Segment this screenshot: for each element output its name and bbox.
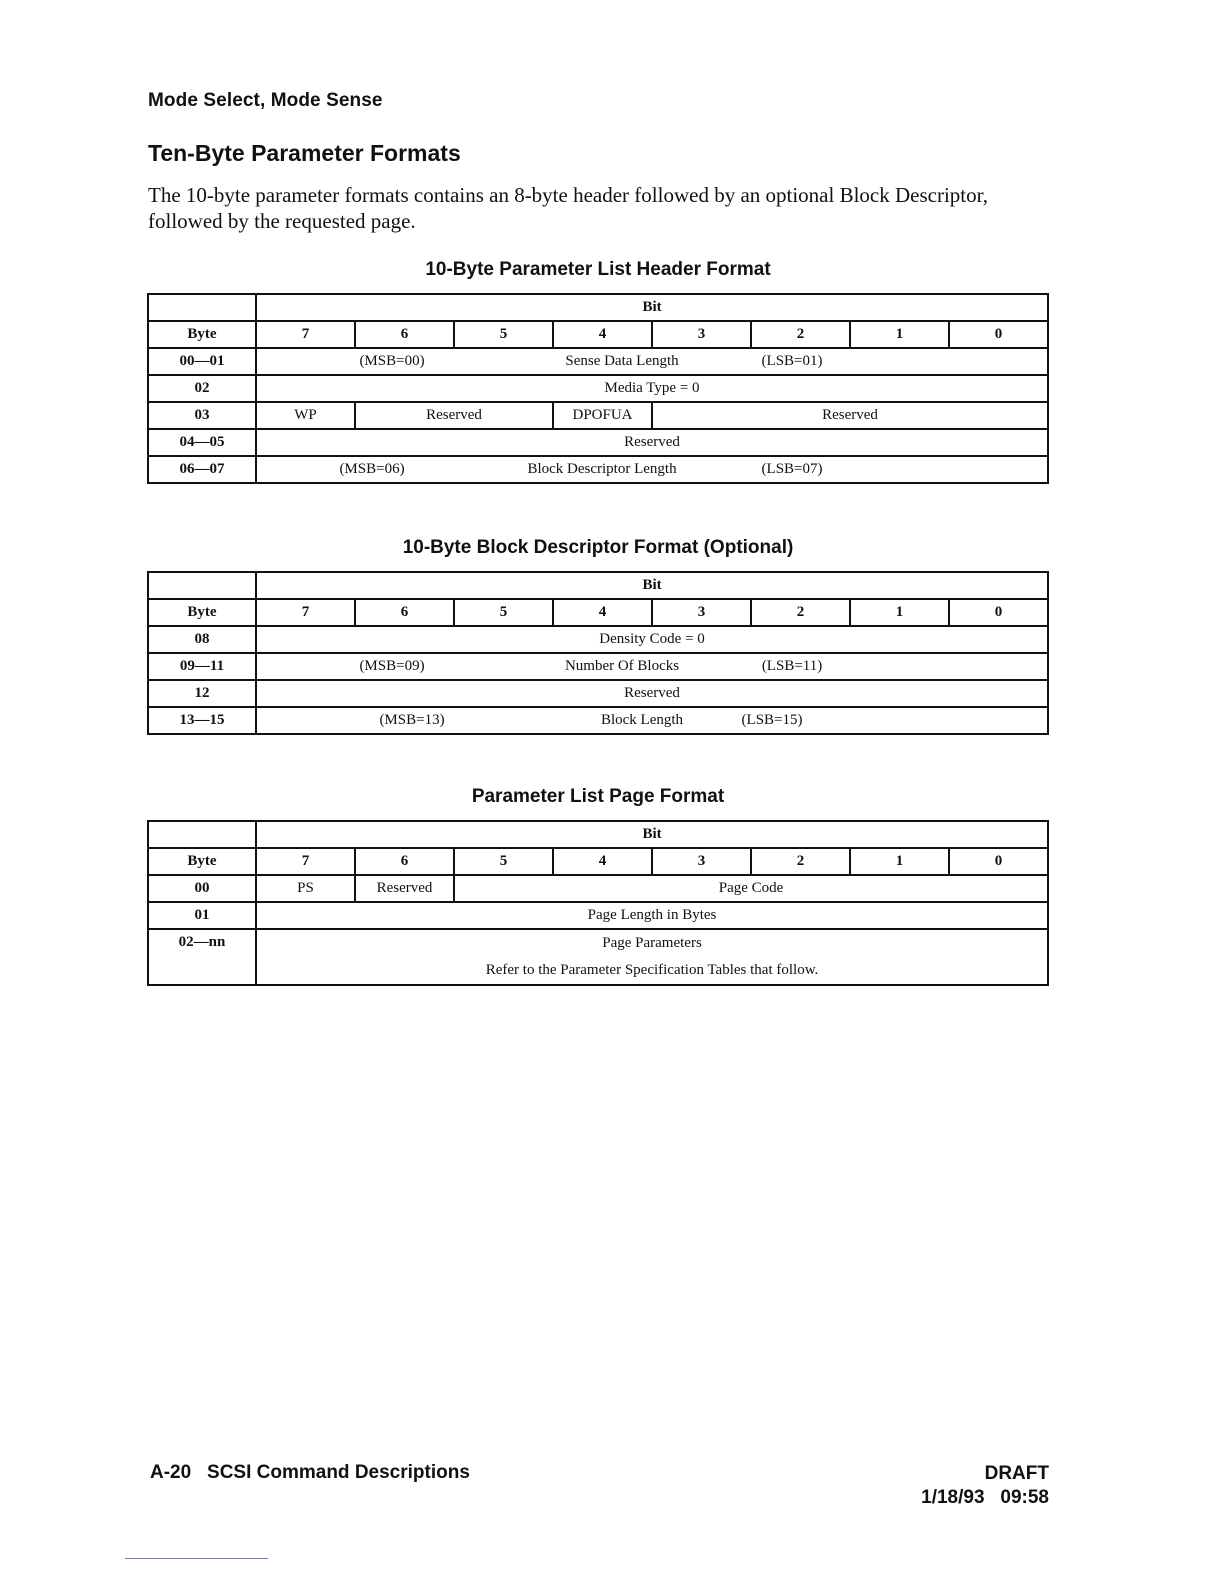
table-row bbox=[148, 653, 1048, 680]
bit-7: 7 bbox=[256, 599, 355, 626]
wp-cell: WP bbox=[256, 402, 355, 429]
byte-label: Byte bbox=[148, 848, 256, 875]
bit-3: 3 bbox=[652, 848, 751, 875]
scan-artifact-line bbox=[125, 1558, 268, 1559]
bit-3: 3 bbox=[652, 599, 751, 626]
table-row bbox=[148, 402, 1048, 429]
bit-1: 1 bbox=[850, 321, 949, 348]
field-cell: Reserved bbox=[256, 680, 1048, 707]
dpofua-cell: DPOFUA bbox=[553, 402, 652, 429]
byte-cell: 00 bbox=[148, 875, 256, 902]
draft-time: 09:58 bbox=[1000, 1487, 1049, 1508]
field-name: Number Of Blocks bbox=[564, 658, 680, 674]
bit-number-row bbox=[148, 599, 1048, 626]
corner-cell bbox=[148, 294, 256, 321]
lsb-label: (LSB=07) bbox=[761, 461, 823, 477]
byte-cell: 09—11 bbox=[148, 653, 256, 680]
footer-page-label: A-20 SCSI Command Descriptions bbox=[150, 1462, 470, 1483]
header-table-title: 10-Byte Parameter List Header Format bbox=[425, 259, 771, 280]
bit-7: 7 bbox=[256, 321, 355, 348]
bit-0: 0 bbox=[949, 321, 1048, 348]
msb-label: (MSB=13) bbox=[379, 712, 445, 728]
field-cell bbox=[256, 456, 1048, 483]
byte-label: Byte bbox=[148, 321, 256, 348]
reserved-cell: Reserved bbox=[652, 402, 1048, 429]
byte-cell: 04—05 bbox=[148, 429, 256, 456]
bit-header-row bbox=[148, 572, 1048, 599]
byte-label: Byte bbox=[148, 599, 256, 626]
bit-2: 2 bbox=[751, 848, 850, 875]
table-row bbox=[148, 929, 1048, 985]
draft-label: DRAFT bbox=[984, 1463, 1049, 1484]
bit-5: 5 bbox=[454, 848, 553, 875]
field-cell bbox=[256, 653, 1048, 680]
page-table-title: Parameter List Page Format bbox=[471, 786, 725, 807]
bit-1: 1 bbox=[850, 599, 949, 626]
block-table-title: 10-Byte Block Descriptor Format (Optional) bbox=[402, 537, 794, 558]
bit-7: 7 bbox=[256, 848, 355, 875]
table-row bbox=[148, 902, 1048, 929]
table-row bbox=[148, 707, 1048, 734]
byte-cell: 12 bbox=[148, 680, 256, 707]
bit-number-row bbox=[148, 848, 1048, 875]
lsb-label: (LSB=11) bbox=[761, 658, 823, 674]
page-format-table bbox=[147, 820, 1049, 986]
page-parameters-note: Refer to the Parameter Specification Tables that follow. bbox=[485, 962, 819, 978]
field-cell: Density Code = 0 bbox=[256, 626, 1048, 653]
table-row bbox=[148, 875, 1048, 902]
table-row bbox=[148, 348, 1048, 375]
bit-2: 2 bbox=[751, 321, 850, 348]
bit-6: 6 bbox=[355, 848, 454, 875]
bit-label: Bit bbox=[256, 821, 1048, 848]
bit-5: 5 bbox=[454, 321, 553, 348]
field-cell: Reserved bbox=[256, 429, 1048, 456]
ps-cell: PS bbox=[256, 875, 355, 902]
byte-cell: 02—nn bbox=[148, 929, 256, 985]
bit-number-row bbox=[148, 321, 1048, 348]
table-row bbox=[148, 626, 1048, 653]
field-cell bbox=[256, 707, 1048, 734]
bit-6: 6 bbox=[355, 321, 454, 348]
bit-2: 2 bbox=[751, 599, 850, 626]
bit-0: 0 bbox=[949, 599, 1048, 626]
bit-4: 4 bbox=[553, 848, 652, 875]
intro-paragraph: The 10-byte parameter formats contains an 8-byte header followed by an optional Block Descriptor, followed by the requested page. bbox=[148, 183, 989, 233]
bit-5: 5 bbox=[454, 599, 553, 626]
field-cell bbox=[256, 348, 1048, 375]
reserved-cell: Reserved bbox=[355, 402, 553, 429]
block-descriptor-table bbox=[147, 571, 1049, 735]
reserved-cell: Reserved bbox=[355, 875, 454, 902]
running-head: Mode Select, Mode Sense bbox=[148, 90, 383, 111]
page-parameters-label: Page Parameters bbox=[602, 935, 702, 951]
byte-cell: 03 bbox=[148, 402, 256, 429]
msb-label: (MSB=09) bbox=[359, 658, 425, 674]
field-name: Block Length bbox=[600, 712, 684, 728]
field-name: Sense Data Length bbox=[565, 353, 679, 369]
lsb-label: (LSB=15) bbox=[741, 712, 803, 728]
bit-6: 6 bbox=[355, 599, 454, 626]
msb-label: (MSB=00) bbox=[359, 353, 425, 369]
bit-3: 3 bbox=[652, 321, 751, 348]
bit-0: 0 bbox=[949, 848, 1048, 875]
header-format-table bbox=[147, 293, 1049, 484]
field-cell: Media Type = 0 bbox=[256, 375, 1048, 402]
bit-header-row bbox=[148, 821, 1048, 848]
field-cell bbox=[256, 929, 1048, 985]
bit-label: Bit bbox=[256, 572, 1048, 599]
byte-cell: 06—07 bbox=[148, 456, 256, 483]
field-cell: Page Length in Bytes bbox=[256, 902, 1048, 929]
corner-cell bbox=[148, 821, 256, 848]
table-row bbox=[148, 680, 1048, 707]
corner-cell bbox=[148, 572, 256, 599]
bit-label: Bit bbox=[256, 294, 1048, 321]
footer-draft-stamp bbox=[921, 1462, 1049, 1510]
byte-cell: 01 bbox=[148, 902, 256, 929]
draft-datetime bbox=[921, 1486, 1049, 1510]
page-code-cell: Page Code bbox=[454, 875, 1048, 902]
byte-cell: 13—15 bbox=[148, 707, 256, 734]
table-row bbox=[148, 375, 1048, 402]
draft-date: 1/18/93 bbox=[921, 1487, 985, 1508]
section-title: Ten-Byte Parameter Formats bbox=[148, 140, 461, 166]
byte-cell: 02 bbox=[148, 375, 256, 402]
byte-cell: 08 bbox=[148, 626, 256, 653]
field-name: Block Descriptor Length bbox=[527, 461, 677, 477]
table-row bbox=[148, 456, 1048, 483]
table-row bbox=[148, 429, 1048, 456]
msb-label: (MSB=06) bbox=[339, 461, 405, 477]
bit-header-row bbox=[148, 294, 1048, 321]
bit-4: 4 bbox=[553, 599, 652, 626]
bit-1: 1 bbox=[850, 848, 949, 875]
lsb-label: (LSB=01) bbox=[761, 353, 823, 369]
byte-cell: 00—01 bbox=[148, 348, 256, 375]
bit-4: 4 bbox=[553, 321, 652, 348]
